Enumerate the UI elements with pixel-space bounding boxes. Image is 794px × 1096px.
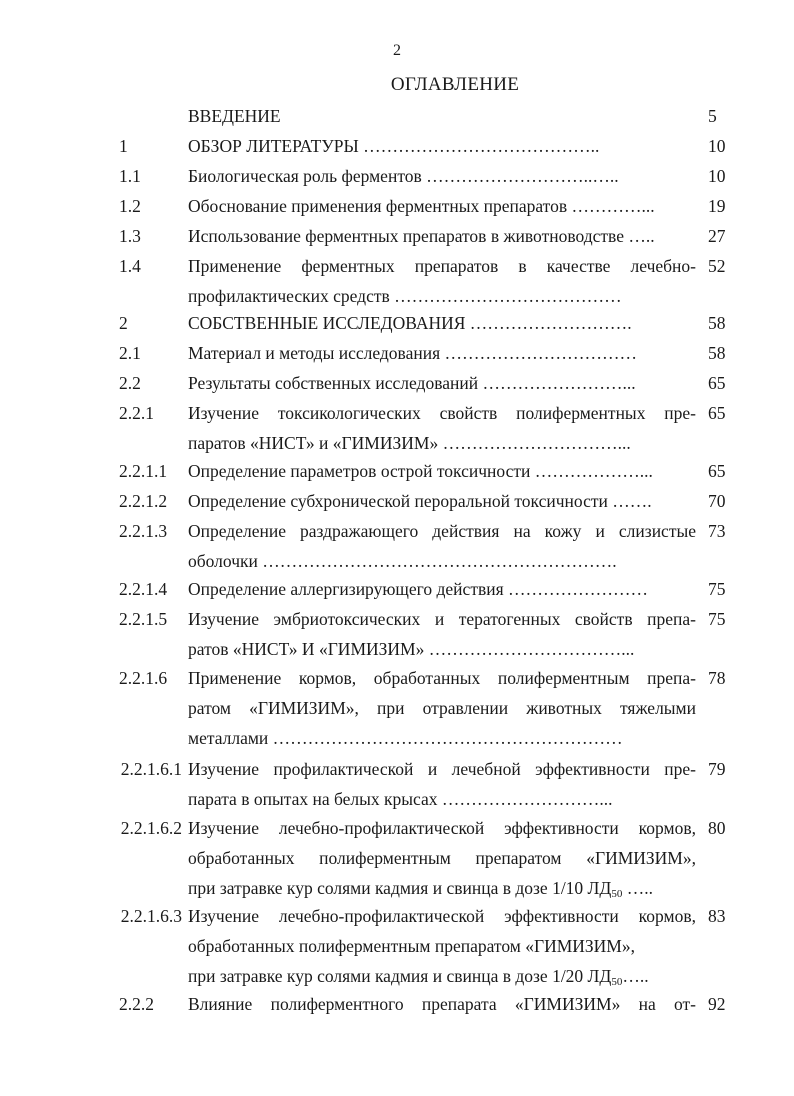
entry-number: 2.2.1.6.1 (120, 759, 182, 779)
entry-title: Результаты собственных исследований ……………………... (188, 373, 636, 393)
entry-title: ВВЕДЕНИЕ (188, 106, 281, 126)
entry-title: Определение параметров острой токсичности ………………... (188, 461, 653, 481)
entry-title-line: Изучение токсикологических свойств полиферментных пре- (188, 403, 696, 423)
entry-title-line (188, 961, 696, 991)
entry-title: Обоснование применения ферментных препаратов …………... (188, 196, 655, 216)
entry-page: 58 (708, 313, 726, 333)
page-number: 2 (393, 42, 401, 59)
entry-title: Влияние полиферментного препарата «ГИМИЗИМ» на от- (188, 994, 696, 1014)
entry-number: 2.2.1.2 (119, 491, 168, 511)
entry-title-dots: ….. (622, 878, 653, 898)
entry-number: 2.2.1.6.2 (120, 818, 182, 838)
entry-title: Использование ферментных препаратов в животноводстве ….. (188, 226, 655, 246)
entry-page: 79 (708, 759, 726, 779)
entry-title-text: при затравке кур солями кадмия и свинца в дозе 1/10 ЛД (188, 878, 612, 898)
entry-title-line: профилактических средств ………………………………… (188, 286, 622, 306)
entry-number: 2.2.2 (119, 994, 154, 1014)
entry-page: 52 (708, 256, 726, 276)
entry-number: 2.2 (119, 373, 141, 393)
entry-number: 1.1 (119, 166, 141, 186)
entry-number: 2.2.1.5 (119, 609, 168, 629)
entry-page: 10 (708, 136, 726, 156)
entry-page: 83 (708, 906, 726, 926)
entry-title-line: Применение ферментных препаратов в качестве лечебно- (188, 256, 696, 276)
entry-page: 70 (708, 491, 726, 511)
entry-number: 1.2 (119, 196, 141, 216)
entry-number: 2.2.1 (119, 403, 154, 423)
entry-page: 78 (708, 668, 726, 688)
entry-title-text: при затравке кур солями кадмия и свинца в дозе 1/20 ЛД (188, 966, 612, 986)
entry-title-dots: ….. (622, 966, 649, 986)
entry-page: 65 (708, 373, 726, 393)
entry-title-line: Применение кормов, обработанных полиферментным препа- (188, 668, 696, 688)
entry-title: Материал и методы исследования …………………………… (188, 343, 637, 363)
ld-subscript: 50 (611, 976, 623, 988)
entry-number: 2.2.1.1 (119, 461, 168, 481)
entry-page: 19 (708, 196, 726, 216)
entry-number: 2.2.1.3 (119, 521, 168, 541)
entry-page: 65 (708, 461, 726, 481)
entry-number: 1 (119, 136, 128, 156)
entry-title-line: оболочки ……………………………………………………. (188, 551, 617, 571)
entry-title: Биологическая роль ферментов ………………………..….. (188, 166, 619, 186)
entry-number: 2.1 (119, 343, 141, 363)
entry-title: ОБЗОР ЛИТЕРАТУРЫ ………………………………….. (188, 136, 600, 156)
entry-title-line: Изучение лечебно-профилактической эффективности кормов, (188, 818, 696, 838)
entry-title-line: обработанных полиферментным препаратом «ГИМИЗИМ», (188, 848, 696, 868)
entry-number: 2.2.1.6.3 (120, 906, 182, 926)
entry-title-line: ратом «ГИМИЗИМ», при отравлении животных тяжелыми (188, 698, 696, 718)
entry-title-line: Определение раздражающего действия на кожу и слизистые (188, 521, 696, 541)
entry-title-line: металлами …………………………………………………… (188, 728, 623, 748)
toc-title: ОГЛАВЛЕНИЕ (390, 74, 520, 95)
entry-page: 10 (708, 166, 726, 186)
entry-page: 27 (708, 226, 726, 246)
entry-title-line: Изучение профилактической и лечебной эффективности пре- (188, 759, 696, 779)
entry-title-line: обработанных полиферментным препаратом «ГИМИЗИМ», (188, 936, 635, 956)
entry-title: Определение аллергизирующего действия …………………… (188, 579, 649, 599)
entry-title-line: парата в опытах на белых крысах ………………………... (188, 789, 613, 809)
entry-page: 80 (708, 818, 726, 838)
entry-title: Определение субхронической пероральной токсичности ……. (188, 491, 652, 511)
entry-title-line: Изучение эмбриотоксических и тератогенных свойств препа- (188, 609, 696, 629)
entry-page: 58 (708, 343, 726, 363)
ld-subscript: 50 (611, 888, 623, 900)
entry-page: 5 (708, 106, 717, 126)
entry-page: 75 (708, 579, 726, 599)
entry-number: 1.3 (119, 226, 141, 246)
entry-title-line: ратов «НИСТ» И «ГИМИЗИМ» ……………………………... (188, 639, 635, 659)
entry-page: 65 (708, 403, 726, 423)
entry-title-line (188, 873, 696, 903)
entry-page: 73 (708, 521, 726, 541)
entry-number: 2.2.1.6 (119, 668, 168, 688)
entry-number: 2 (119, 313, 128, 333)
entry-number: 1.4 (119, 256, 141, 276)
entry-title: СОБСТВЕННЫЕ ИССЛЕДОВАНИЯ ………………………. (188, 313, 632, 333)
entry-page: 92 (708, 994, 726, 1014)
entry-number: 2.2.1.4 (119, 579, 168, 599)
entry-title-line: Изучение лечебно-профилактической эффективности кормов, (188, 906, 696, 926)
entry-page: 75 (708, 609, 726, 629)
entry-title-line: паратов «НИСТ» и «ГИМИЗИМ» …………………………... (188, 433, 631, 453)
